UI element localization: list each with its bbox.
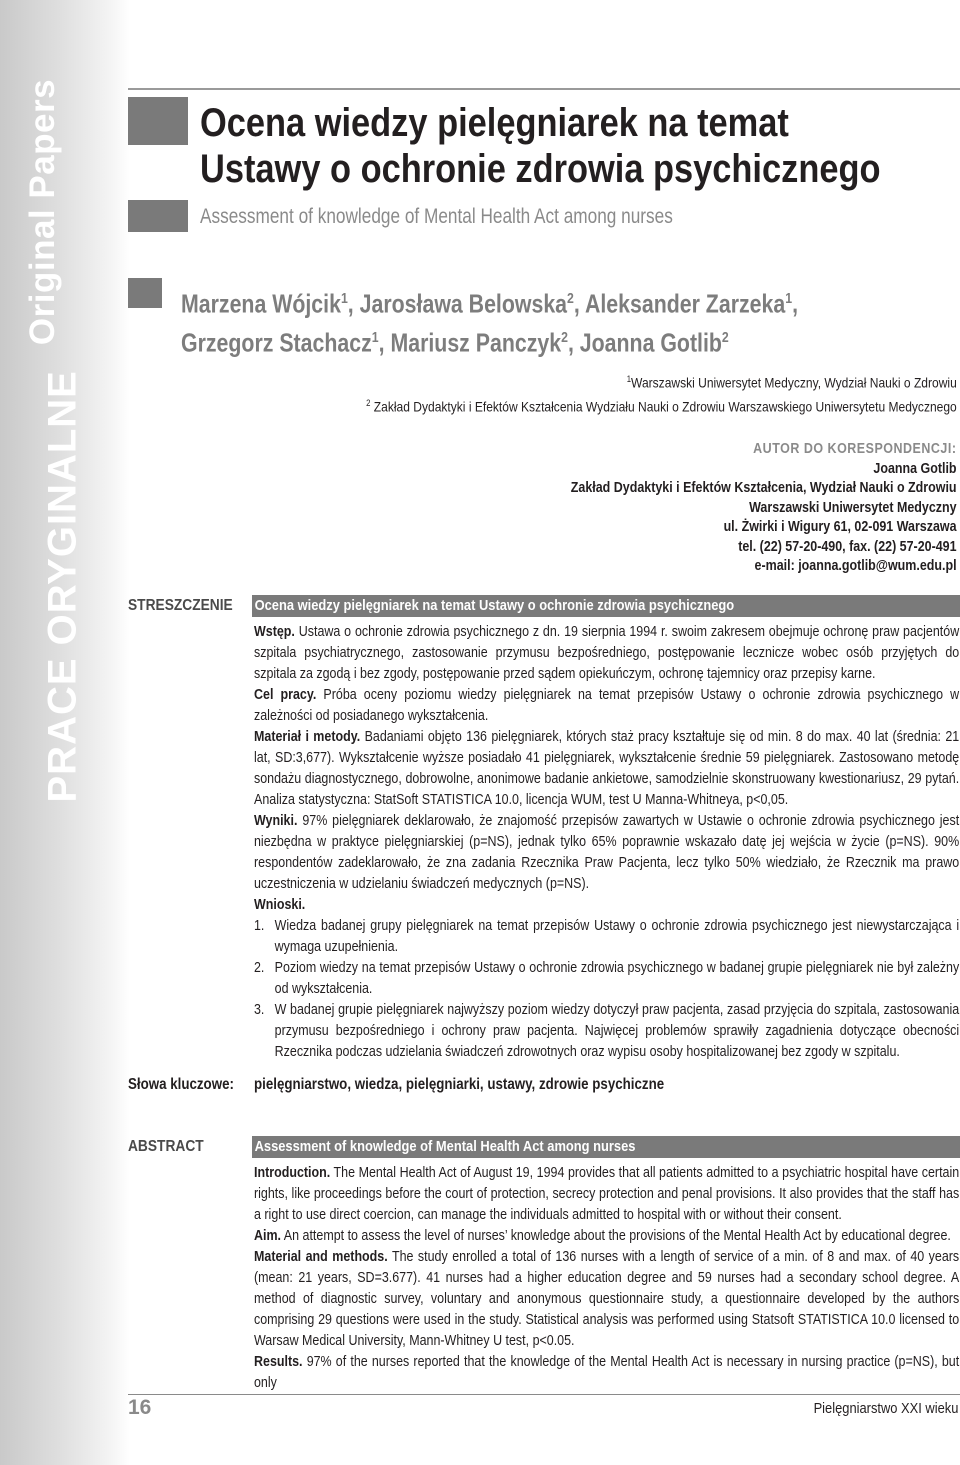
affiliation-2: $^2$ Zakład Dydaktyki i Efektów Kształcenia Wydziału Nauki o Zdrowiu Warszawskiego Uniwersytetu Medycznego [366,398,957,415]
author-sup: 2 [561,328,568,346]
aim-paragraph: Aim. An attempt to assess the level of nurses’ knowledge about the provisions of the Mental Health Act by educational degree. [254,1228,951,1244]
cel-paragraph: Cel pracy. Próba oceny poziomu wiedzy pielęgniarek na temat przepisów Ustawy o ochronie zdrowia psychicznego w zależności od posiadanego wykształcenia. [254,687,960,724]
page-subtitle: Assessment of knowledge of Mental Health Act among nurses [200,205,673,228]
keywords-label: Słowa kluczowe: [128,1076,234,1093]
wnioski-heading: Wnioski. [254,897,306,913]
correspondence-block [571,440,957,577]
author-name: Mariusz Panczyk [390,327,562,358]
footer-rule [128,1394,960,1395]
streszczenie-body [254,622,959,1063]
author-name: Jarosława Belowska [359,288,568,319]
journal-name: Pielęgniarstwo XXI wieku [813,1400,958,1417]
streszczenie-label: STRESZCZENIE [128,597,233,614]
section-label-pl: PRACE ORYGINALNE [40,370,85,803]
streszczenie-title-bar: Ocena wiedzy pielęgniarek na temat Ustawy o ochronie zdrowia psychicznego [252,595,960,617]
title-line-1: Ocena wiedzy pielęgniarek na temat [200,101,789,145]
page-number: 16 [128,1396,152,1419]
author-sup: 2 [721,328,729,346]
correspondence-label: AUTOR DO KORESPONDENCJI: [753,441,957,457]
results-paragraph: Results. 97% of the nurses reported that the knowledge of the Mental Health Act is necessary in nursing practice (p=NS), but only [254,1354,960,1391]
author-sup: 1 [785,290,793,307]
correspondence-email[interactable]: e-mail: joanna.gotlib@wum.edu.pl [755,558,957,574]
list-item: 2. Poziom wiedzy na temat przepisów Ustawy o ochronie zdrowia psychicznego w badanej grupie pielęgniarek nie był zależny od wykształcenia. [254,960,960,997]
correspondence-uni: Warszawski Uniwersytet Medyczny [749,499,957,516]
abstract-body [254,1163,959,1394]
author-sup: 1 [371,328,379,346]
material-paragraph: Materiał i metody. Badaniami objęto 136 pielęgniarek, których staż pracy kształtuje się od min. 8 do max. 40 lat (średnia: 21 lat, SD:3,677). Wykształcenie wyższe posiadało 41 pielęgniarek, wykształcenie średnie 59 pielęgniarek. Zastosowano metodę sondażu diagnostycznego, dobrowolne, anonimowe badanie ankietowe, samodzielnie skonstruowany kwestionariusz, 29 pytań. Analiza statystyczna: StatSoft STATISTICA 10.0, licencja WUM, test U Manna-Whitneya, p<0,05. [254,729,960,808]
author-sup: 2 [567,290,574,307]
list-item: 1. Wiedza badanej grupy pielęgniarek na temat przepisów Ustawy o ochronie zdrowia psychicznego jest niewystarczająca i wymaga uzupełnienia. [254,918,960,955]
correspondence-address: ul. Żwirki i Wigury 61, 02-091 Warszawa [724,519,957,535]
abstract-label: ABSTRACT [128,1138,204,1155]
author-list: Marzena Wójcik$^1$, Jarosława Belowska$^2$, Aleksander Zarzeka$^1$, Grzegorz Stachacz$^1$, Mariusz Panczyk$^2$, Joanna Gotlib$^2$ [181,288,798,358]
title-line-2: Ustawy o ochronie zdrowia psychicznego [200,147,881,191]
wstep-paragraph: Wstęp. Ustawa o ochronie zdrowia psychicznego z dn. 19 sierpnia 1994 r. swoim zakresem obejmuje ochronę praw pacjentów szpitala psychiatrycznego, zastosowanie przymusu bezpośredniego, postępowanie lecznicze wobec osób przyjętych do szpitala za zgodą i bez zgody, postępowanie przed sądem opiekuńczym, ochronę tajemnicy oraz przepisy karne. [254,624,960,682]
author-sup: 1 [340,290,348,307]
authors-marker [128,278,162,308]
wyniki-paragraph: Wyniki. 97% pielęgniarek deklarowało, że znajomość przepisów zawartych w Ustawie o ochronie zdrowia psychicznego jest niezbędna w praktyce pielęgniarskiej (p=NS), jednak tylko 65% poprawnie wskazało datę jej wejścia w życie (p=NS). 90% respondentów zadeklarowało, że zna zadania Rzecznika Praw Pacjenta, lecz tylko 50% wiedziało, że Rzecznik ma prawo uczestniczenia w udzielaniu świadczeń medycznych (p=NS). [254,813,960,892]
wnioski-list [254,916,959,1063]
author-name: Joanna Gotlib [579,327,722,358]
list-item: 3. W badanej grupie pielęgniarek najwyższy poziom wiedzy dotyczył praw pacjenta, zasad przyjęcia do szpitala, zastosowania przymusu bezpośredniego i ochrony praw pacjenta. Najwięcej problemów sprawiły zagadnienia dotyczące obecności Rzecznika podczas udzielania świadczeń zdrowotnych oraz wypisu osoby hospitalizowanej bez zgody w szpitalu. [254,1002,960,1060]
author-name: Grzegorz Stachacz [181,327,372,358]
top-rule [128,88,960,90]
title-marker [128,97,188,145]
intro-paragraph: Introduction. The Mental Health Act of August 19, 1994 provides that all patients admitted to a psychiatric hospital have certain rights, like proceedings before the court of protection, secrecy protection and penal provisions. It also provides that the staff has a right to use direct coercion, can manage the individuals admitted to hospital with or without their consent. [254,1165,960,1223]
abstract-title-bar: Assessment of knowledge of Mental Health Act among nurses [252,1136,960,1158]
sidebar [0,0,130,1465]
correspondence-phone: tel. (22) 57-20-490, fax. (22) 57-20-491 [738,538,957,555]
page-title [200,100,881,192]
correspondence-name: Joanna Gotlib [873,460,957,477]
section-label-en: Original Papers [23,78,62,346]
keywords-text: pielęgniarstwo, wiedza, pielęgniarki, ustawy, zdrowie psychiczne [254,1076,665,1093]
correspondence-dept: Zakład Dydaktyki i Efektów Kształcenia, Wydział Nauki o Zdrowiu [571,480,957,496]
subtitle-marker [128,200,188,232]
author-name: Aleksander Zarzeka [584,288,786,319]
methods-paragraph: Material and methods. The study enrolled a total of 136 nurses with a length of service of a min. of 8 and max. of 40 years (mean: 21 years, SD=3.677). 41 nurses had a higher education degree and 59 nurses had a secondary school degree. A method of diagnostic survey, voluntary and anonymous questionnaire study, a questionnaire developed by the authors comprising 29 questions were used in the study. Statistical analysis was performed using Statsoft STATISTICA 10.0 licensed to Warsaw Medical University, Mann-Whitney U test, p<0.05. [254,1249,960,1349]
author-name: Marzena Wójcik [181,288,341,319]
affiliation-1: $^1$Warszawski Uniwersytet Medyczny, Wydział Nauki o Zdrowiu [626,374,957,391]
